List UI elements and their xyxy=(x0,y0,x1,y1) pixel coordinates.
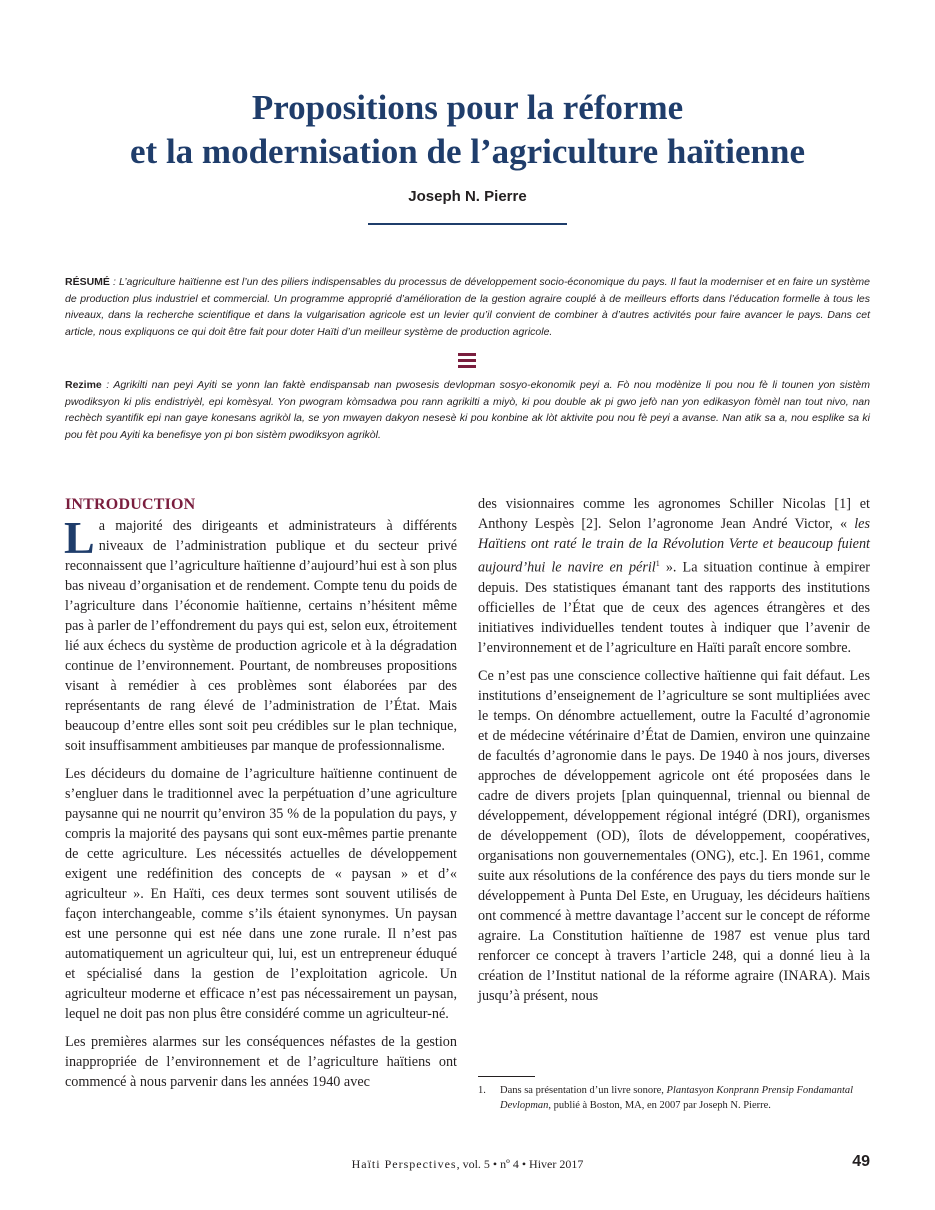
body-paragraph: Les premières alarmes sur les conséquences néfastes de la gestion inappropriée de l’environnement et de l’agriculture haïtiens ont commencé à nous parvenir dans les années 1940 avec xyxy=(65,1034,457,1090)
abstract-creole-label: Rezime xyxy=(65,379,102,391)
footnote-ref[interactable]: 1 xyxy=(655,559,660,568)
author-name: Joseph N. Pierre xyxy=(408,188,527,205)
abstract-french-text: : L’agriculture haïtienne est l’un des piliers indispensables du processus de développement socio-économique du pays. Il faut la moderniser et en faire un système de production plus industriel et commercial. Un programme approprié d’amélioration de la gestion agraire couplé à de meilleurs efforts dans l’éducation formelle à tous les niveaux, dans la recherche scientifique et dans la vulgarisation agricole est un levier qu’il convient de combiner à d’autres activités pour faire avancer le pays. Dans cet article, nous expliquons ce qui doit être fait pour doter Haïti d’un meilleur système de production agricole. xyxy=(65,276,870,338)
abstract-french-label: RÉSUMÉ xyxy=(65,276,110,288)
title-line-1: Propositions pour la réforme xyxy=(251,88,684,127)
drop-cap: L xyxy=(64,512,95,563)
body-paragraph: La majorité des dirigeants et administrateurs à différents niveaux de l’administration publique et du secteur privé reconnaissent que l’agriculture haïtienne d’aujourd’hui est à son plus bas niveau d’organisation et de rendement. Compte tenu du poids de l’agriculture dans l’économie haïtienne, certains n’hésitent même pas à parler de l’effondrement du pays qui est, selon eux, étroitement lié aux échecs du système de production agricole et à la dégradation continue de l’environnement. Pourtant, de nombreuses propositions visant à remédier à ces problèmes sont élaborées par des représentants de rang élevé de l’administration de l’État. Mais beaucoup d’entre elles sont soit peu crédibles sur le plan technique, soit insuffisamment ambitieuses par manque de professionnalisme. xyxy=(64,512,457,754)
quote-italic: les Haïtiens ont raté le train de la Révolution Verte et beaucoup fuient aujourd’hui le navire en péril xyxy=(478,516,870,576)
page-number: 49 xyxy=(852,1153,870,1170)
issue-info: , vol. 5 • nº 4 • Hiver 2017 xyxy=(456,1157,584,1171)
journal-name: Haïti Perspectives xyxy=(351,1157,457,1171)
abstract-french xyxy=(65,274,870,340)
footnote-number: 1. xyxy=(478,1085,486,1096)
footnote-text: Dans sa présentation d’un livre sonore, Plantasyon Konprann Prensip Fondamantal Devlopman, publié à Boston, MA, en 2007 par Joseph N. Pierre. xyxy=(500,1085,854,1111)
abstract-creole xyxy=(65,377,870,443)
body-paragraph: Les décideurs du domaine de l’agriculture haïtienne continuent de s’engluer dans le traditionnel avec la perpétuation d’une agriculture paysanne qui ne nourrit qu’environ 35 % de la population du pays, y compris la majorité des paysans qui sont eux-mêmes partie prenante de cette agriculture. Les nécessités actuelles de développement exigent une redéfinition des concepts de « paysan » et d’« agriculteur ». En Haïti, ces deux termes sont souvent utilisés de façon interchangeable, comme s’ils étaient synonymes. Un paysan est une personne qui est née dans une zone rurale. Il n’est pas automatiquement un agriculteur qui, lui, est un entrepreneur éduqué et spécialisé dans la gestion de l’exploitation agricole. Un agriculteur moderne et efficace n’est pas nécessairement un paysan, lequel ne doit pas non plus être considéré comme un agriculteur-né. xyxy=(65,766,457,1022)
footnote xyxy=(478,1083,870,1113)
author-underline xyxy=(368,223,567,225)
left-column xyxy=(65,494,457,1100)
body-paragraph: Ce n’est pas une conscience collective haïtienne qui fait défaut. Les institutions d’enseignement de l’agriculture se sont multipliées avec le temps. On dénombre actuellement, outre la Faculté d’agronomie et de médecine vétérinaire d’État de Damien, environ une quinzaine de facultés d’agronomie dans le pays. De 1940 à nos jours, diverses approches de développement agricole ont été proposées dans le cadre de divers projets [plan quinquennal, triennal ou biennal de développement, développement régional intégré (DRI), organismes de développement (OD), îlots de développement, coopératives, organisations non gouvernementales (ONG), etc.]. En 1961, comme suite aux résolutions de la conférence des pays du tiers monde sur le développement à Punta Del Este, en Uruguay, les décideurs haïtiens ont commencé à mettre davantage l’accent sur le concept de réforme agraire. La Constitution haïtienne de 1987 est venue plus tard renforcer ce concept à travers l’article 248, qui a donné lieu à la création de l’Institut national de la réforme agraire (INARA). Mais jusqu’à présent, nous xyxy=(478,667,870,1004)
hamburger-ornament-icon xyxy=(458,353,476,369)
right-column xyxy=(478,494,870,1014)
footnote-rule xyxy=(478,1076,535,1077)
body-paragraph: des visionnaires comme les agronomes Schiller Nicolas [1] et Anthony Lespès [2]. Selon l’agronome Jean André Victor, « les Haïtiens ont raté le train de la Révolution Verte et beaucoup fuient aujourd’hui le navire en péril$^1$ ». La situation continue à empirer depuis. Des statistiques émanant tant des rapports des institutions officielles de l’État que de ceux des agences étrangères et des initiatives individuelles tendent toutes à indiquer que l’avenir de l’environnement et de l’agriculture en Haïti paraît encore sombre. xyxy=(478,496,870,656)
abstract-creole-text: : Agrikilti nan peyi Ayiti se yonn lan faktè endispansab nan pwosesis devlopman sosyo-ekonomik peyi a. Fò nou modènize li pou nou fè li tounen yon sistèm pwodiksyon ki plis endistriyèl, epi komèsyal. Yon pwogram kòmsadwa pou rann agrikilti a miyò, ki pou double ak pi gwo jefò nan yon edikasyon fòmèl nan tout nivo, nan rechèch syantifik epi nan gaye konesans agrikòl la, se yon mwayen dakyon nesesè ki pou konbine ak lòt aktivite pou nou fè peyi a avanse. Nan atik sa a, nou esplike sa ki pou fèt pou Ayiti ka benefisye yon pi bon sistèm pwodiksyon agrikòl. xyxy=(65,379,870,441)
page-footer xyxy=(0,1157,935,1172)
title-line-2: et la modernisation de l’agriculture haïtienne xyxy=(130,132,805,171)
article-title xyxy=(40,86,895,174)
section-heading: INTRODUCTION xyxy=(65,496,196,513)
